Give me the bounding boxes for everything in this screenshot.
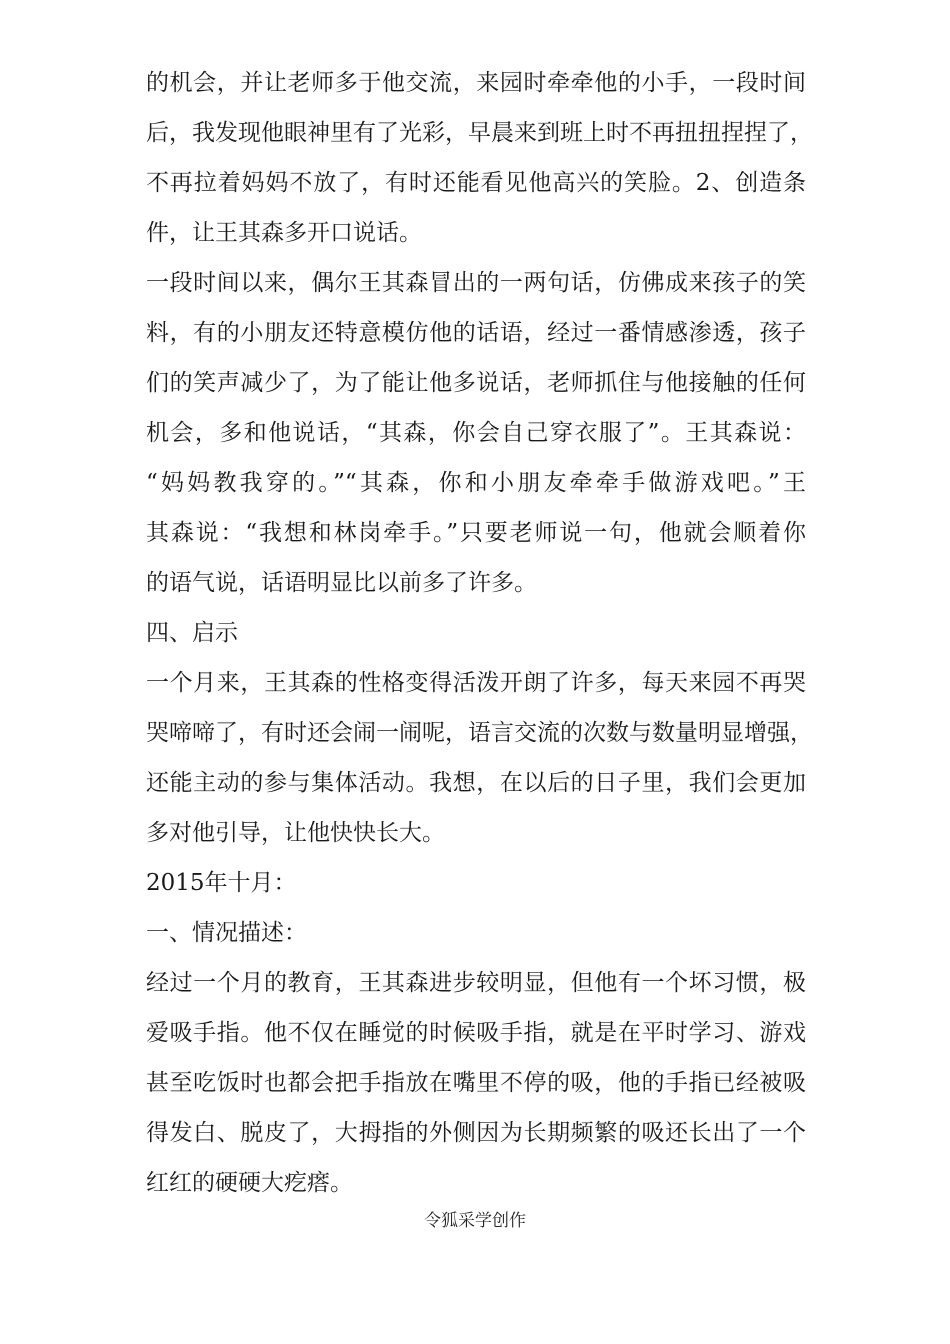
text-line: 们的笑声减少了，为了能让他多说话，老师抓住与他接触的任何 xyxy=(146,370,806,396)
text-line: 一个月来，王其森的性格变得活泼开朗了许多，每天来园不再哭 xyxy=(146,670,806,696)
section-heading: 一、情况描述： xyxy=(146,920,307,946)
text-line: 的机会，并让老师多于他交流，来园时牵牵他的小手，一段时间 xyxy=(146,70,806,96)
text-line: 其森说：“我想和林岗牵手。”只要老师说一句，他就会顺着你 xyxy=(146,520,806,546)
text-line: 得发白、脱皮了，大拇指的外侧因为长期频繁的吸还长出了一个 xyxy=(146,1120,806,1146)
text-line: 还能主动的参与集体活动。我想，在以后的日子里，我们会更加 xyxy=(146,770,806,796)
text-line: “妈妈教我穿的。”“其森，你和小朋友牵牵手做游戏吧。”王 xyxy=(146,470,806,496)
text-line: 哭啼啼了，有时还会闹一闹呢，语言交流的次数与数量明显增强， xyxy=(146,720,813,746)
text-line: 料，有的小朋友还特意模仿他的话语，经过一番情感渗透，孩子 xyxy=(146,320,806,346)
text-line: 机会，多和他说话，“其森，你会自己穿衣服了”。王其森说： xyxy=(146,420,806,446)
text-line: 后，我发现他眼神里有了光彩，早晨来到班上时不再扭扭捏捏了， xyxy=(146,120,813,146)
text-line: 不再拉着妈妈不放了，有时还能看见他高兴的笑脸。2、创造条 xyxy=(146,170,806,196)
date-heading: 2015年十月： xyxy=(146,870,297,896)
text-line: 红红的硬硬大疙瘩。 xyxy=(146,1170,353,1196)
text-line: 件，让王其森多开口说话。 xyxy=(146,220,422,246)
document-body xyxy=(146,58,813,1208)
text-line: 多对他引导，让他快快长大。 xyxy=(146,820,445,846)
text-line: 一段时间以来，偶尔王其森冒出的一两句话，仿佛成来孩子的笑 xyxy=(146,270,806,296)
text-line: 经过一个月的教育，王其森进步较明显，但他有一个坏习惯，极 xyxy=(146,970,806,996)
page-footer: 令狐采学创作 xyxy=(424,1211,526,1231)
text-line: 甚至吃饭时也都会把手指放在嘴里不停的吸，他的手指已经被吸 xyxy=(146,1070,806,1096)
text-line: 爱吸手指。他不仅在睡觉的时候吸手指，就是在平时学习、游戏 xyxy=(146,1020,806,1046)
text-line: 的语气说，话语明显比以前多了许多。 xyxy=(146,570,537,596)
section-heading: 四、启示 xyxy=(146,620,238,646)
